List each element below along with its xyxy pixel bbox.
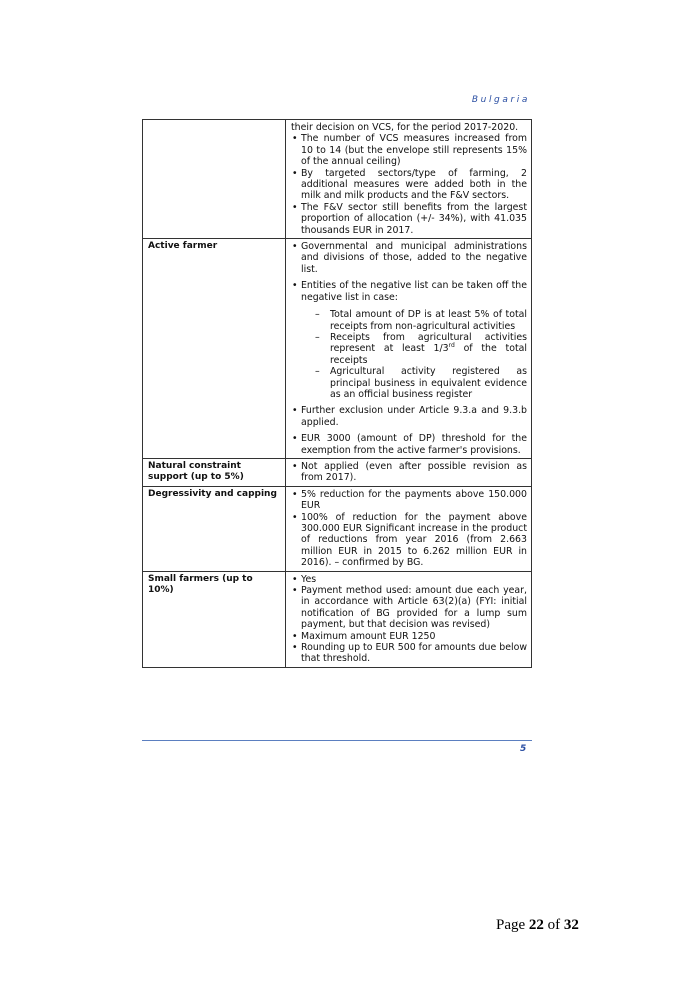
row-content xyxy=(286,486,532,571)
row-label xyxy=(143,120,286,239)
footer-page-number: 5 xyxy=(520,744,527,754)
page-counter-of: of xyxy=(547,917,561,933)
list-item: • Not applied (even after possible revision as from 2017). xyxy=(291,461,527,484)
row-content xyxy=(286,120,532,239)
row-label: Degressivity and capping xyxy=(143,486,286,571)
list-item: • Governmental and municipal administrations and divisions of those, added to the negative list. xyxy=(291,241,527,275)
row-label: Natural constraint support (up to 5%) xyxy=(143,458,286,486)
sub-list-item-text: Receipts from agricultural activities represent at least 1/3 xyxy=(330,331,527,355)
list-item: • 5% reduction for the payments above 150.000 EUR xyxy=(291,489,527,512)
list-item: • 100% of reduction for the payment above 300.000 EUR Significant increase in the product of reductions from year 2016 (from 2.663 million EUR in 2015 to 6.262 million EUR in 2016). – confirmed by BG. xyxy=(291,512,527,569)
table-row xyxy=(143,458,532,486)
row-intro-text: their decision on VCS, for the period 2017-2020. xyxy=(291,122,519,133)
list-item: • Further exclusion under Article 9.3.a and 9.3.b applied. xyxy=(291,405,527,428)
list-item-text: Entities of the negative list can be taken off the negative list in case: xyxy=(301,280,527,303)
document-header-country: Bulgaria xyxy=(471,95,530,105)
row-content xyxy=(286,571,532,667)
page-counter xyxy=(496,917,579,934)
row-content xyxy=(286,458,532,486)
list-item: • EUR 3000 (amount of DP) threshold for the exemption from the active farmer's provisions. xyxy=(291,433,527,456)
page-counter-total: 32 xyxy=(563,917,579,933)
ordinal-superscript: rd xyxy=(448,342,455,350)
row-label: Active farmer xyxy=(143,239,286,459)
page-counter-current: 22 xyxy=(528,917,544,933)
footer-divider xyxy=(142,740,532,741)
measures-table xyxy=(142,119,532,668)
sub-list-item: – Agricultural activity registered as principal business in equivalent evidence as an official business register xyxy=(313,366,527,400)
list-item: • The F&V sector still benefits from the largest proportion of allocation (+/- 34%), with 41.035 thousands EUR in 2017. xyxy=(291,202,527,236)
table-row xyxy=(143,486,532,571)
list-item: • Payment method used: amount due each year, in accordance with Article 63(2)(a) (FYI: initial notification of BG provided for a lump sum payment, but that decision was revised) xyxy=(291,585,527,631)
page-counter-prefix: Page xyxy=(496,917,526,933)
sub-list-item xyxy=(313,332,527,366)
row-content xyxy=(286,239,532,459)
table-row xyxy=(143,120,532,239)
sub-list-item-text: of the total receipts xyxy=(330,343,527,366)
list-item: • Yes xyxy=(291,574,527,585)
list-item: • Rounding up to EUR 500 for amounts due below that threshold. xyxy=(291,642,527,665)
sub-list-item: – Total amount of DP is at least 5% of total receipts from non-agricultural activities xyxy=(313,309,527,332)
list-item: • Maximum amount EUR 1250 xyxy=(291,631,527,642)
row-label: Small farmers (up to 10%) xyxy=(143,571,286,667)
table-row xyxy=(143,571,532,667)
list-item: • The number of VCS measures increased from 10 to 14 (but the envelope still represents 15% of the annual ceiling) xyxy=(291,133,527,167)
list-item: • By targeted sectors/type of farming, 2 additional measures were added both in the milk and milk products and the F&V sectors. xyxy=(291,168,527,202)
table-row xyxy=(143,239,532,459)
list-item xyxy=(291,280,527,400)
